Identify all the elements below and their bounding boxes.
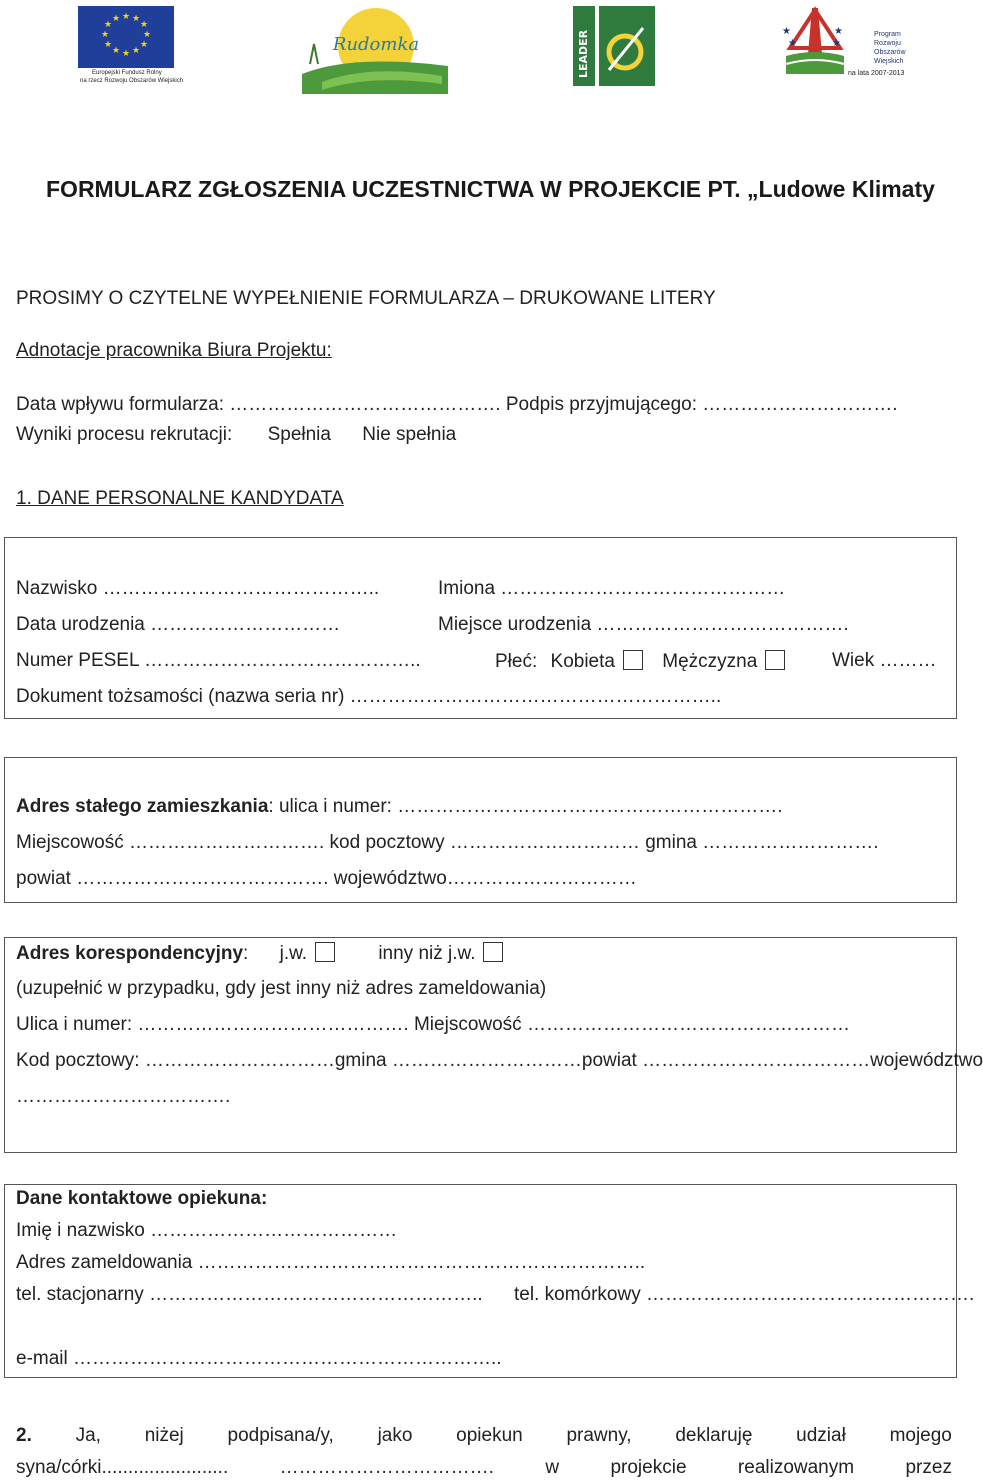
- prow-years: na lata 2007-2013: [848, 70, 905, 77]
- guardian-address-field[interactable]: Adres zameldowania ……………………………………………………………..: [16, 1252, 646, 1273]
- recruitment-row: [16, 424, 456, 446]
- correspondence-postal-row: [16, 1050, 983, 1072]
- declaration-word: Ja,: [75, 1425, 101, 1446]
- sex-male-label: Mężczyzna: [662, 651, 758, 672]
- eu-caption-1: Europejski Fundusz Rolny: [92, 70, 162, 76]
- guardian-name-field[interactable]: Imię i nazwisko …………………………………: [16, 1220, 398, 1241]
- svg-text:★: ★: [788, 38, 797, 49]
- correspondence-province-field[interactable]: …………………………….: [16, 1086, 231, 1107]
- svg-text:★: ★: [111, 46, 121, 56]
- other-address-checkbox[interactable]: [483, 942, 503, 962]
- age-field[interactable]: Wiek ………: [832, 650, 937, 671]
- office-notes-label: Adnotacje pracownika Biura Projektu:: [16, 340, 332, 361]
- svg-text:★: ★: [139, 20, 149, 30]
- birth-date-field[interactable]: Data urodzenia …………………………: [16, 614, 341, 635]
- sex-female-label: Kobieta: [550, 651, 615, 672]
- prow-text: [874, 30, 906, 66]
- svg-text:★: ★: [142, 30, 152, 40]
- eu-caption-2: na rzecz Rozwoju Obszarów Wiejskich: [80, 78, 184, 84]
- guardian-mobile-field[interactable]: tel. komórkowy …………………………………………….: [514, 1284, 975, 1305]
- correspondence-row: [16, 942, 503, 965]
- declaration-word: …………………………….: [279, 1457, 494, 1478]
- birth-place-field[interactable]: Miejsce urodzenia ………………………………….: [438, 614, 849, 635]
- declaration-word: opiekun: [456, 1425, 523, 1446]
- declaration-word: podpisana/y,: [227, 1425, 334, 1446]
- declaration-word: udział: [796, 1425, 846, 1446]
- svg-text:★: ★: [100, 30, 110, 40]
- prow-line-1: Program: [874, 31, 901, 38]
- surname-field[interactable]: Nazwisko ……………………………………..: [16, 578, 380, 599]
- leader-text: LEADER: [577, 29, 590, 78]
- declaration-line-2: [16, 1457, 952, 1479]
- svg-text:★: ★: [131, 46, 141, 56]
- leader-icon: [573, 6, 655, 86]
- correspondence-label: Adres korespondencyjny: [16, 943, 244, 964]
- sex-female-checkbox[interactable]: [623, 650, 643, 670]
- svg-text:★: ★: [832, 38, 841, 49]
- guardian-email-field[interactable]: e-mail …………………………………………………………..: [16, 1348, 502, 1369]
- permanent-street-field[interactable]: : ulica i numer: …………………………………………………….: [268, 796, 783, 817]
- permanent-address-label: Adres stałego zamieszkania: [16, 796, 269, 817]
- correspondence-postal-field[interactable]: Kod pocztowy: …………………………: [16, 1050, 335, 1071]
- guardian-phone-field[interactable]: tel. stacjonarny ……………………………………………..: [16, 1284, 483, 1305]
- eu-flag-logo: [78, 6, 184, 86]
- section1-heading: 1. DANE PERSONALNE KANDYDATA: [16, 488, 344, 509]
- declaration-word: mojego: [889, 1425, 952, 1446]
- svg-text:★: ★: [782, 26, 791, 37]
- correspondence-colon: :: [243, 943, 249, 964]
- recruitment-no[interactable]: Nie spełnia: [362, 424, 457, 445]
- declaration-word: projekcie: [610, 1457, 687, 1478]
- correspondence-box: [4, 937, 957, 1153]
- svg-text:★: ★: [131, 14, 141, 24]
- svg-text:★: ★: [121, 49, 131, 59]
- prow-line-3: Obszarów: [874, 49, 906, 56]
- declaration-word: jako: [377, 1425, 413, 1446]
- declaration-word: przez: [905, 1457, 952, 1478]
- eu-flag-icon: [78, 6, 174, 68]
- declaration-word: realizowanym: [737, 1457, 855, 1478]
- recruitment-yes[interactable]: Spełnia: [267, 424, 331, 445]
- correspondence-street-field[interactable]: Ulica i numer: ……………………………………. Miejscowość ……………………………………………: [16, 1014, 850, 1035]
- correspondence-province-label: województwo: [870, 1050, 983, 1071]
- guardian-label: Dane kontaktowe opiekuna:: [16, 1188, 268, 1209]
- form-title: FORMULARZ ZGŁOSZENIA UCZESTNICTWA W PROJEKCIE PT. „Ludowe Klimaty: [46, 176, 935, 202]
- correspondence-powiat-field[interactable]: powiat ………………………………: [581, 1050, 871, 1071]
- correspondence-gmina-field[interactable]: gmina …………………………: [334, 1050, 582, 1071]
- other-address-label: inny niż j.w.: [378, 943, 476, 964]
- sex-male-checkbox[interactable]: [765, 650, 785, 670]
- permanent-city-field[interactable]: Miejscowość …………………………. kod pocztowy ………………………… gmina ……………………….: [16, 832, 879, 853]
- svg-text:★: ★: [834, 26, 843, 37]
- names-field[interactable]: Imiona ………………………………………: [438, 578, 786, 599]
- prow-logo: [782, 4, 912, 86]
- prow-icon: [782, 4, 848, 78]
- svg-text:★: ★: [111, 14, 121, 24]
- logo-bar: [0, 0, 960, 100]
- prow-line-4: Wiejskich: [874, 58, 904, 65]
- pesel-field[interactable]: Numer PESEL ……………………………………..: [16, 650, 421, 671]
- permanent-county-field[interactable]: powiat …………………………………. województwo…………………………: [16, 868, 637, 889]
- declaration-word: syna/córki........................: [16, 1457, 229, 1478]
- same-address-checkbox[interactable]: [315, 942, 335, 962]
- instruction-text: PROSIMY O CZYTELNE WYPEŁNIENIE FORMULARZA – DRUKOWANE LITERY: [16, 288, 716, 309]
- svg-text:★: ★: [103, 40, 113, 50]
- leader-logo: [573, 6, 655, 86]
- id-document-field[interactable]: Dokument tożsamości (nazwa seria nr) …………………………………………………..: [16, 686, 722, 707]
- svg-text:★: ★: [103, 20, 113, 30]
- svg-text:★: ★: [139, 40, 149, 50]
- declaration-word: prawny,: [566, 1425, 632, 1446]
- svg-text:★: ★: [121, 12, 131, 22]
- permanent-street-row[interactable]: [16, 796, 783, 818]
- recruitment-label: Wyniki procesu rekrutacji:: [16, 424, 233, 445]
- correspondence-note: (uzupełnić w przypadku, gdy jest inny niż adres zameldowania): [16, 978, 547, 999]
- rudomka-sun-icon: [302, 4, 448, 94]
- rudomka-logo: [302, 4, 448, 94]
- rudomka-text: Rudomka: [332, 34, 420, 55]
- same-address-label: j.w.: [279, 943, 308, 964]
- declaration-word: deklaruję: [675, 1425, 753, 1446]
- declaration-word: niżej: [144, 1425, 184, 1446]
- declaration-line-1: [16, 1425, 952, 1447]
- prow-line-2: Rozwoju: [874, 40, 901, 47]
- declaration-word: w: [545, 1457, 560, 1478]
- sex-label: Płeć:: [495, 651, 538, 672]
- declaration-word: 2.: [16, 1425, 32, 1446]
- sex-row: [495, 650, 785, 673]
- receipt-line: Data wpływu formularza: ……………………………………. Podpis przyjmującego: ………………………….: [16, 394, 898, 415]
